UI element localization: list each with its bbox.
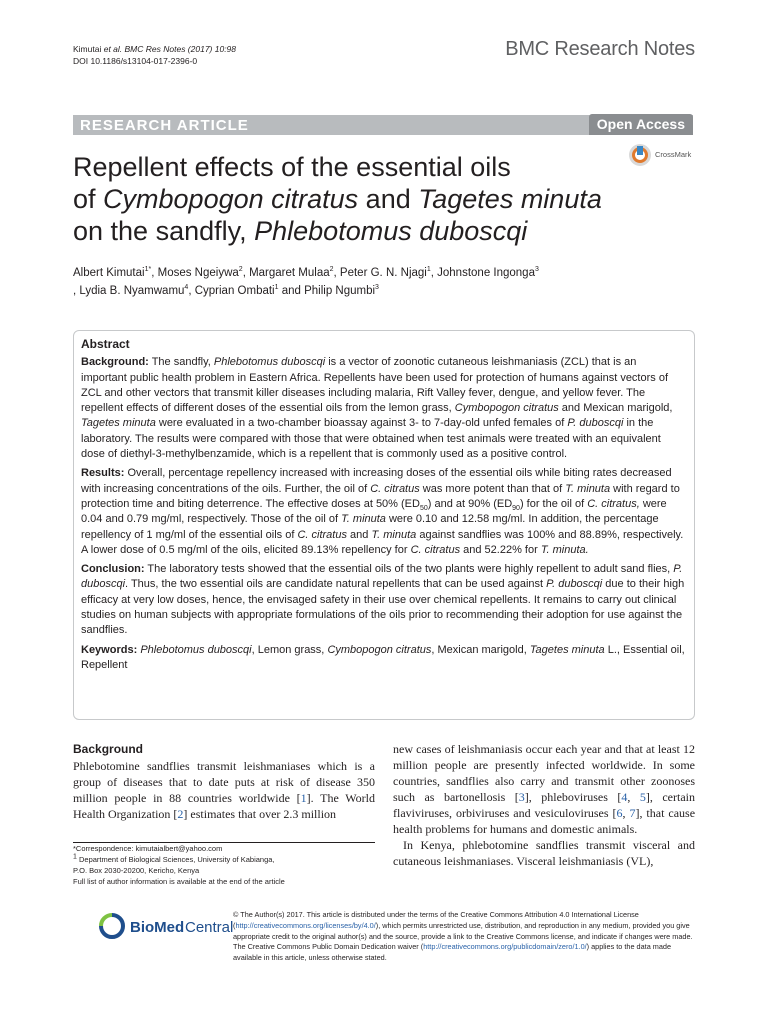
- affiliation-mark: 1: [274, 284, 279, 292]
- title-text: and: [358, 184, 419, 214]
- text: ], certain flaviviruses, orbiviruses and vesiculoviruses [: [393, 790, 695, 820]
- paragraph: [393, 741, 695, 837]
- title-line-2: [73, 183, 633, 215]
- affiliation-mark: 2: [329, 266, 334, 274]
- reference-link[interactable]: 6: [616, 806, 623, 820]
- title-line-1: Repellent effects of the essential oils: [73, 152, 511, 182]
- doi[interactable]: DOI 10.1186/s13104-017-2396-0: [73, 56, 198, 66]
- biomed-central-mark: [97, 911, 234, 941]
- footnotes: [73, 843, 375, 887]
- text: ), which permits unrestricted use, distribution, and reproduction in any medium, provided you give appropriate credit to the original author(s) and the source, provide a link to the Creative Commons license, and indicate if changes were made. The Creative Commons Public Domain Dedication waiver (: [233, 920, 693, 952]
- author[interactable]: , Cyprian Ombati: [188, 285, 275, 297]
- reference-link[interactable]: 1: [300, 791, 307, 805]
- section-label: Results:: [81, 467, 125, 480]
- text: is a vector of zoonotic cutaneous leishmaniasis (ZCL) that is an important public health problem in Eastern Africa. Repellents have been used for protection of humans against vectors of ZCL and other vectors that transmit killer diseases including malaria, Rift Valley fever, dengue, and yellow fever. The repellent effects of different doses of the essential oils from the lemon grass,: [81, 356, 669, 415]
- section-heading: Background: [73, 742, 144, 756]
- paragraph: [73, 758, 375, 822]
- author[interactable]: , Johnstone Ingonga: [430, 267, 535, 279]
- body-right-column: [393, 741, 695, 869]
- text: ] estimates that over 2.3 million: [183, 807, 337, 821]
- text: in the laboratory. The results were compared with those that were obtained when test animals were treated with an equivalent dose of diethyl-3-methylbenzamide, which is a repellent that is commonly used as a positive control.: [81, 417, 661, 461]
- citation: [73, 43, 236, 67]
- abstract-keywords: [81, 643, 685, 674]
- text: and Mexican marigold,: [558, 402, 673, 415]
- affiliation-address: P.O. Box 2030-20200, Kericho, Kenya: [73, 866, 200, 875]
- text: ) and at 90% (ED: [427, 497, 513, 510]
- species: P. duboscqi: [81, 563, 683, 591]
- logo-central: Central: [185, 919, 234, 936]
- text: , Mexican marigold,: [431, 643, 530, 656]
- text: , Lemon grass,: [251, 643, 328, 656]
- affiliation-mark: 1: [73, 853, 77, 861]
- subscript: 50: [419, 505, 428, 513]
- text: The sandfly,: [148, 356, 214, 369]
- text: and: [346, 528, 372, 541]
- text: were 0.10 and 12.58 mg/ml. In addition, the percentage repellency of 1 mg/ml of the essential oils of: [81, 513, 659, 541]
- text: ]. The World Health Organization [: [73, 791, 375, 821]
- text: with regard to protection time and biting deterrence. The effective doses at 50% (ED: [81, 482, 680, 510]
- species: P. duboscqi: [567, 417, 624, 430]
- text: Phlebotomine sandflies transmit leishmaniases which is a group of diseases that to date puts at risk of disease 350 million people in 88 countries worldwide [: [73, 759, 375, 805]
- abstract-results: [81, 466, 685, 558]
- text: new cases of leishmaniasis occur each year and that at least 12 million people are presently infected worldwide. In some countries, sandflies also carry and transmit other zoonoses such as bartonellosis [: [393, 742, 695, 804]
- subscript: 90: [512, 505, 520, 513]
- biomed-central-logo: [97, 911, 234, 946]
- abstract-heading: Abstract: [81, 337, 130, 351]
- journal-name: BMC Research Notes: [505, 38, 695, 60]
- section-label: Background:: [81, 356, 149, 369]
- text: were 0.04 and 0.79 mg/ml, respectively. Those of the oil of: [81, 497, 667, 526]
- keyword: Phlebotomus duboscqi: [140, 643, 252, 656]
- text: . Thus, the two essential oils are candidate natural repellents that can be used against: [125, 578, 547, 591]
- section-label: Conclusion:: [81, 563, 145, 576]
- title-species: Tagetes minuta: [418, 184, 602, 214]
- affiliation-mark: 1*: [144, 266, 152, 274]
- reference-link[interactable]: 3: [518, 790, 525, 804]
- reference-link[interactable]: 2: [177, 807, 184, 821]
- reference-link[interactable]: 4: [621, 790, 628, 804]
- title-species: Phlebotomus duboscqi: [254, 216, 528, 246]
- affiliation-mark: 3: [375, 284, 379, 292]
- license-link[interactable]: http://creativecommons.org/licenses/by/4.0/: [235, 920, 376, 930]
- affiliation: [73, 854, 375, 865]
- author[interactable]: and Philip Ngumbi: [278, 285, 376, 297]
- citation-authors: Kimutai: [73, 44, 104, 54]
- abstract-background: [81, 355, 685, 462]
- species: C. citratus: [370, 482, 420, 495]
- waiver-link[interactable]: http://creativecommons.org/publicdomain/zero/1.0/: [423, 942, 587, 952]
- author[interactable]: , Margaret Mulaa: [242, 267, 330, 279]
- reference-link[interactable]: 7: [629, 806, 636, 820]
- species: T. minuta: [565, 482, 611, 495]
- correspondence[interactable]: *Correspondence: kimutaialbert@yahoo.com: [73, 844, 223, 853]
- abstract-conclusion: [81, 562, 685, 638]
- text: ], phleboviruses [: [524, 790, 622, 804]
- text: L., Essential oil, Repellent: [81, 643, 685, 671]
- affiliation-mark: 1: [426, 266, 431, 274]
- author[interactable]: Albert Kimutai: [73, 267, 145, 279]
- species: C. citratus: [410, 543, 461, 556]
- species: T. minuta.: [540, 543, 589, 556]
- species: T. minuta: [371, 528, 417, 541]
- species: T. minuta: [341, 513, 386, 526]
- title-text: on the sandfly,: [73, 216, 255, 246]
- affiliation-mark: 3: [534, 266, 539, 274]
- text: © The Author(s) 2017. This article is distributed under the terms of the Creative Commons Attribution 4.0 International License (: [233, 910, 639, 930]
- license-text: [233, 910, 695, 964]
- species: C. citratus: [297, 528, 347, 541]
- text: ,: [627, 790, 640, 804]
- crossmark-label[interactable]: CrossMark: [655, 150, 692, 159]
- open-access-badge: Open Access: [589, 114, 693, 135]
- article-type-label: RESEARCH ARTICLE: [80, 117, 249, 134]
- article-title: [73, 151, 633, 247]
- text: ], that cause health problems for humans and domestic animals.: [393, 806, 696, 836]
- title-line-3: [73, 215, 633, 247]
- text: was more potent than that of: [419, 482, 566, 495]
- author[interactable]: , Peter G. N. Njagi: [333, 267, 427, 279]
- text: and 52.22% for: [460, 543, 541, 556]
- author-info-note: Full list of author information is available at the end of the article: [73, 877, 285, 886]
- text: against sandflies was 100% and 88.89%, respectively. A lower dose of 0.5 mg/ml of the oils, elicited 89.13% repellency for: [81, 528, 684, 556]
- text: The laboratory tests showed that the essential oils of the two plants were highly repellent to adult sand flies,: [144, 563, 674, 576]
- species: Cymbopogon citratus: [454, 402, 559, 415]
- text: ,: [622, 806, 630, 820]
- text: due to their high efficacy at very low doses, hence, the envisaged safety in their use over chemical repellents. It remains to carry out clinical studies on human subjects with appropriate formulations of the oils prior to recommending their adoption for use against the sandflies.: [81, 578, 685, 637]
- keyword: Tagetes minuta: [529, 643, 605, 656]
- text: ) applies to the data made available in this article, unless otherwise stated.: [233, 942, 672, 963]
- author-list: [73, 264, 693, 300]
- text: ) for the oil of: [519, 497, 588, 510]
- reference-link[interactable]: 5: [639, 790, 646, 804]
- section-label: Keywords:: [81, 643, 138, 656]
- body-left-column: [73, 741, 375, 822]
- text: Department of Biological Sciences, University of Kabianga,: [76, 855, 275, 864]
- author[interactable]: , Moses Ngeiywa: [151, 267, 239, 279]
- species: P. duboscqi: [546, 578, 603, 591]
- abstract: [81, 337, 685, 677]
- species: Phlebotomus duboscqi: [213, 356, 326, 369]
- text: were evaluated in a two-chamber bioassay against 3- to 7-day-old unfed females of: [155, 417, 568, 430]
- title-text: of: [73, 184, 104, 214]
- species: C. citratus,: [587, 497, 640, 510]
- logo-bio: BioMed: [130, 919, 185, 936]
- affiliation-mark: 2: [238, 266, 243, 274]
- species: Tagetes minuta: [81, 417, 156, 430]
- author[interactable]: , Lydia B. Nyamwamu: [73, 285, 185, 297]
- title-species: Cymbopogon citratus: [103, 184, 359, 214]
- affiliation-mark: 4: [184, 284, 189, 292]
- citation-journal: et al. BMC Res Notes (2017) 10:98: [103, 44, 237, 54]
- keyword: Cymbopogon citratus: [327, 643, 432, 656]
- paragraph: In Kenya, phlebotomine sandflies transmit visceral and cutaneous leishmaniases. Visceral leishmaniasis (VL),: [393, 838, 695, 868]
- text: Overall, percentage repellency increased with increasing doses of the essential oils while biting rates decreased with increasing concentrations of the oils. Further, the oil of: [81, 467, 672, 495]
